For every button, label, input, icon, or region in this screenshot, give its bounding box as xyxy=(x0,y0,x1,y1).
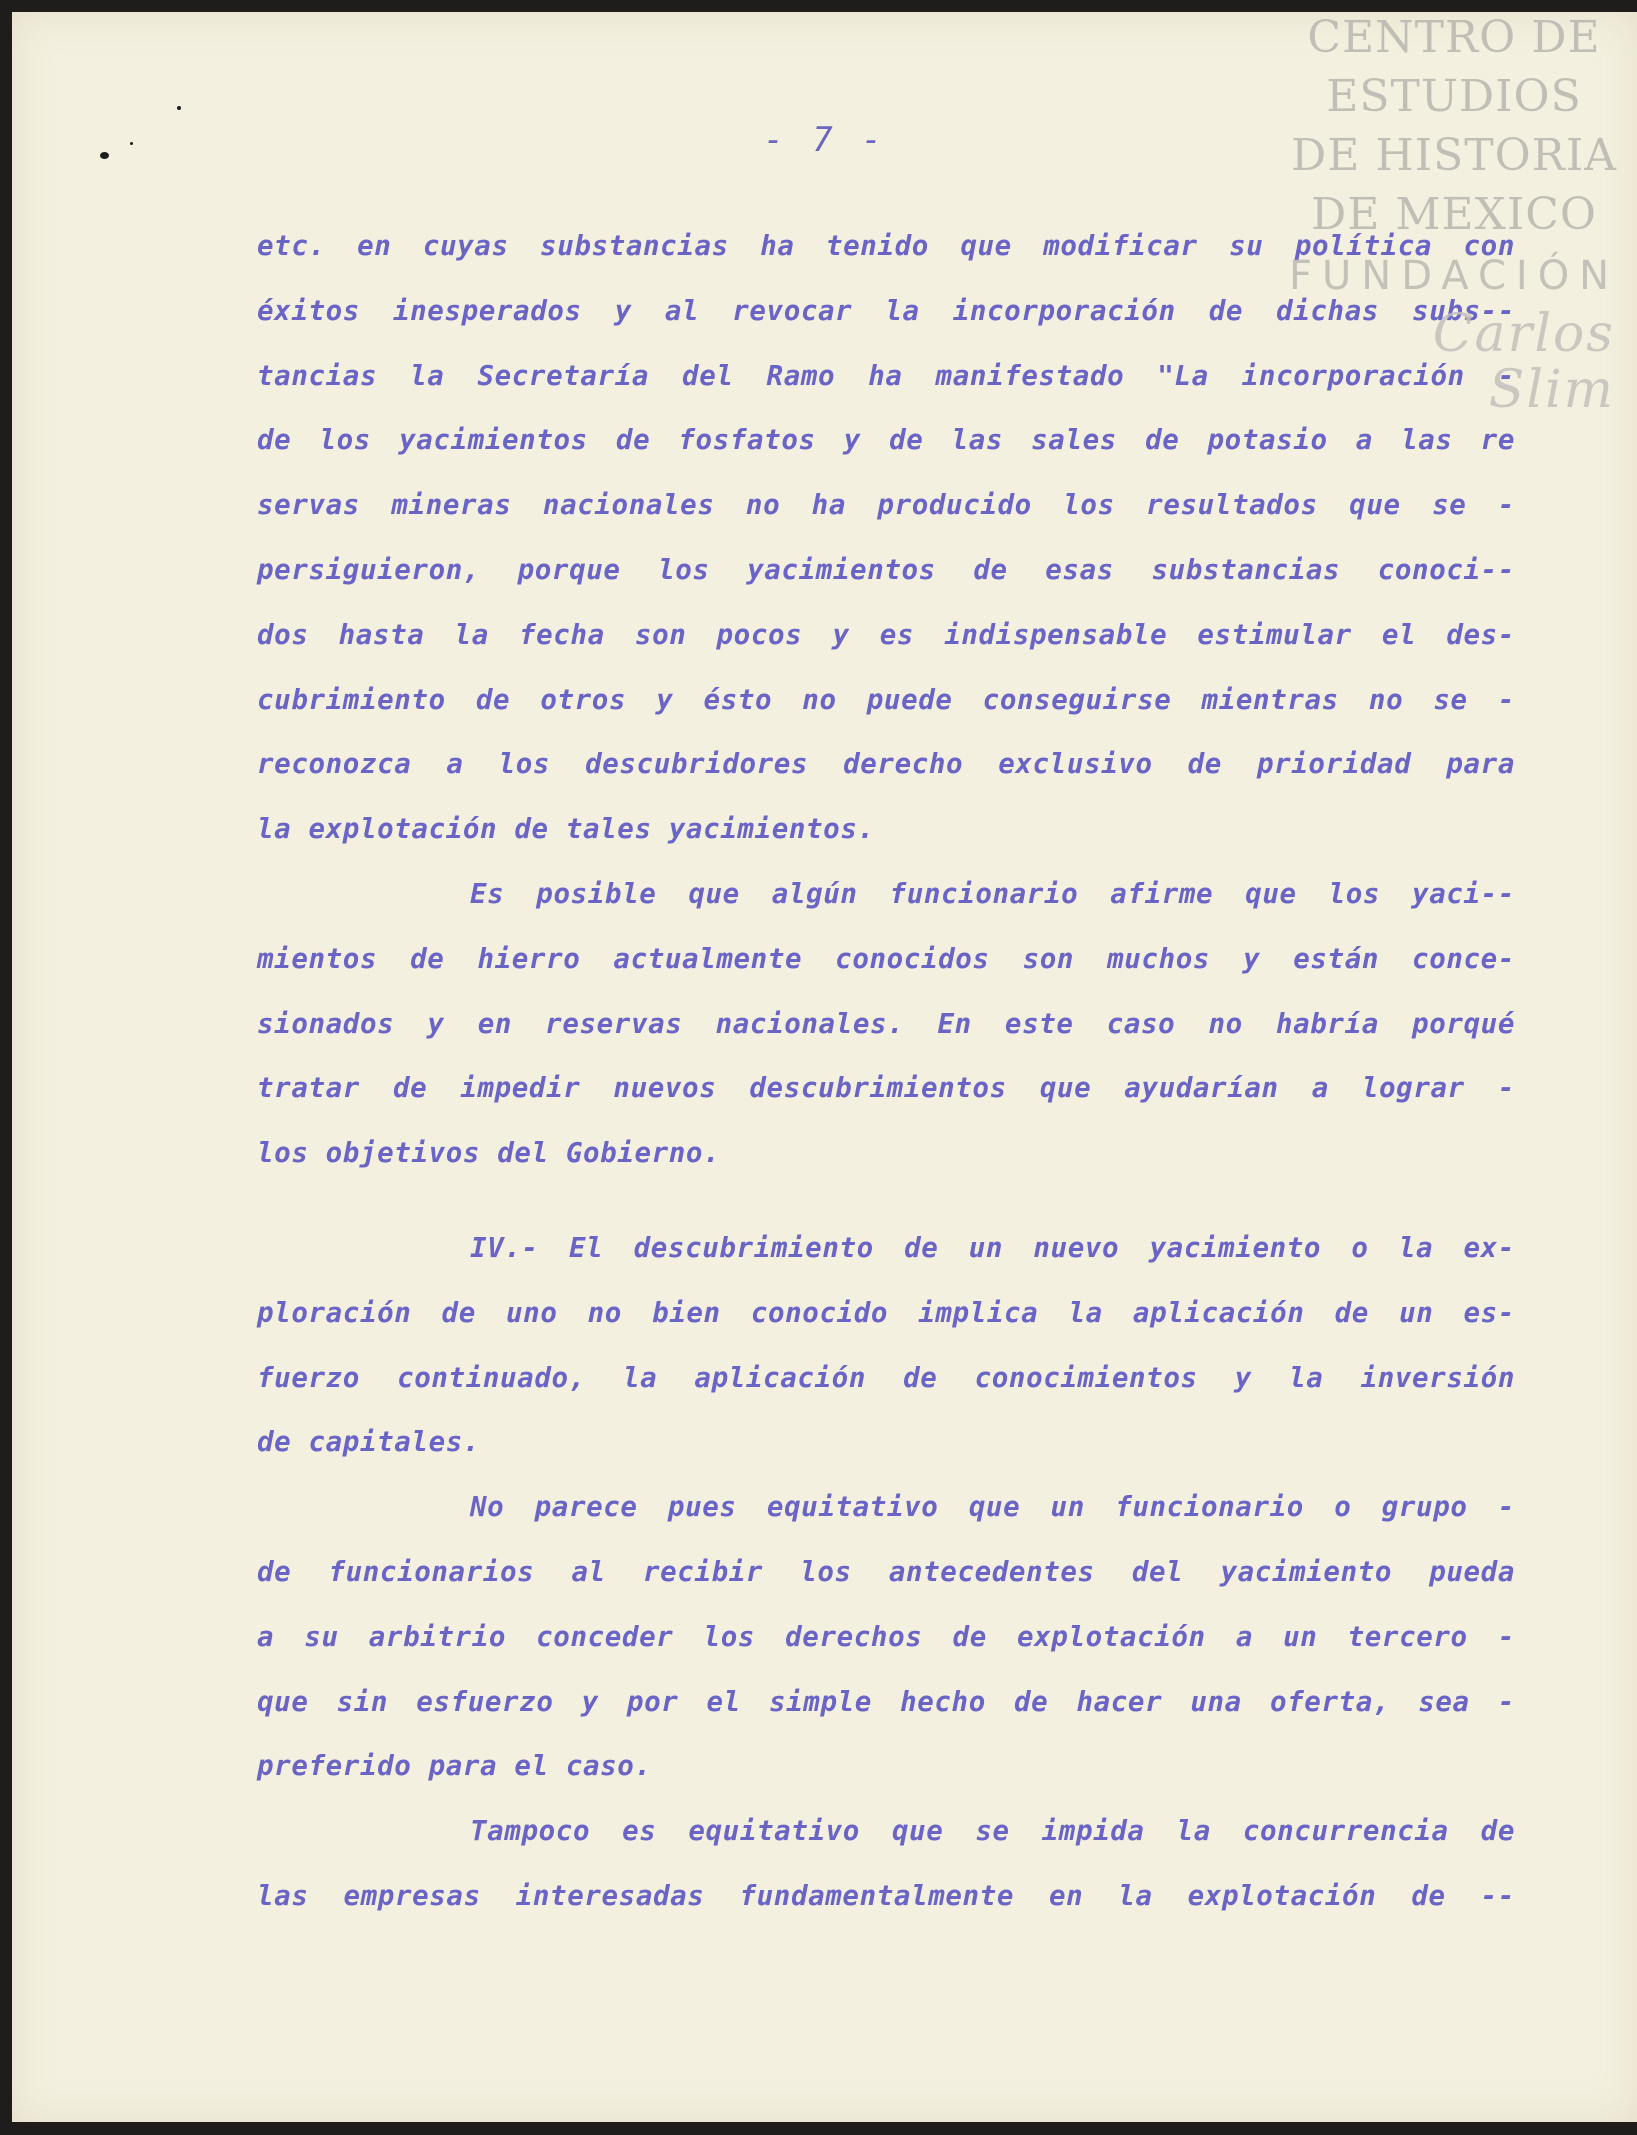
text-line: IV.- El descubrimiento de un nuevo yacimiento o la ex- xyxy=(470,1231,1515,1264)
text-line: a su arbitrio conceder los derechos de explotación a un tercero - xyxy=(257,1620,1515,1653)
paragraph-gap xyxy=(257,1186,1515,1216)
watermark-line: CENTRO DE xyxy=(1307,12,1601,63)
watermark-line: DE HISTORIA xyxy=(1291,130,1617,181)
text-line: ploración de uno no bien conocido implica la aplicación de un es- xyxy=(257,1296,1515,1329)
watermark-line: ESTUDIOS xyxy=(1326,71,1582,122)
text-line: de los yacimientos de fosfatos y de las sales de potasio a las re xyxy=(257,424,1515,457)
text-line: preferido para el caso. xyxy=(257,1750,652,1783)
watermark-foundation: FUNDACIÓN xyxy=(1289,253,1620,299)
archive-watermark xyxy=(1289,8,1619,418)
watermark-line: DE MEXICO xyxy=(1311,189,1597,240)
text-line: reconozca a los descubridores derecho exclusivo de prioridad para xyxy=(257,748,1515,781)
text-line: No parece pues equitativo que un funcionario o grupo - xyxy=(470,1491,1515,1524)
text-line: Tampoco es equitativo que se impida la concurrencia de xyxy=(470,1815,1515,1848)
text-line: cubrimiento de otros y ésto no puede conseguirse mientras no se - xyxy=(257,683,1515,716)
paragraph xyxy=(257,1799,1515,1929)
text-line: tratar de impedir nuevos descubrimientos que ayudarían a lograr - xyxy=(257,1072,1515,1105)
text-line: de funcionarios al recibir los antecedentes del yacimiento pueda xyxy=(257,1555,1515,1588)
text-line: fuerzo continuado, la aplicación de conocimientos y la inversión xyxy=(257,1361,1515,1394)
text-line: la explotación de tales yacimientos. xyxy=(257,813,875,846)
typed-letter-body xyxy=(257,214,1515,1929)
text-line: de capitales. xyxy=(257,1426,481,1459)
text-line: tancias la Secretaría del Ramo ha manifestado "La incorporación - xyxy=(257,359,1515,392)
ink-speck xyxy=(177,106,181,110)
text-line: mientos de hierro actualmente conocidos son muchos y están conce- xyxy=(257,942,1515,975)
paragraph xyxy=(257,1216,1515,1475)
text-line: los objetivos del Gobierno. xyxy=(257,1137,721,1170)
text-line: sionados y en reservas nacionales. En este caso no habría porqué xyxy=(257,1007,1515,1040)
text-line: dos hasta la fecha son pocos y es indispensable estimular el des- xyxy=(257,618,1515,651)
paragraph xyxy=(257,1475,1515,1799)
text-line: las empresas interesadas fundamentalmente en la explotación de -- xyxy=(257,1879,1515,1912)
text-line: persiguieron, porque los yacimientos de esas substancias conoci-- xyxy=(257,553,1515,586)
paragraph xyxy=(257,862,1515,1186)
page-number: - 7 - xyxy=(763,120,886,160)
text-line: que sin esfuerzo y por el simple hecho de hacer una oferta, sea - xyxy=(257,1685,1515,1718)
text-line: éxitos inesperados y al revocar la incorporación de dichas subs-- xyxy=(257,294,1515,327)
watermark-signature: Carlos Slim xyxy=(1432,304,1615,420)
text-line: servas mineras nacionales no ha producido los resultados que se - xyxy=(257,489,1515,522)
text-line: etc. en cuyas substancias ha tenido que modificar su política con xyxy=(257,230,1515,262)
text-line: Es posible que algún funcionario afirme que los yaci-- xyxy=(470,877,1515,910)
